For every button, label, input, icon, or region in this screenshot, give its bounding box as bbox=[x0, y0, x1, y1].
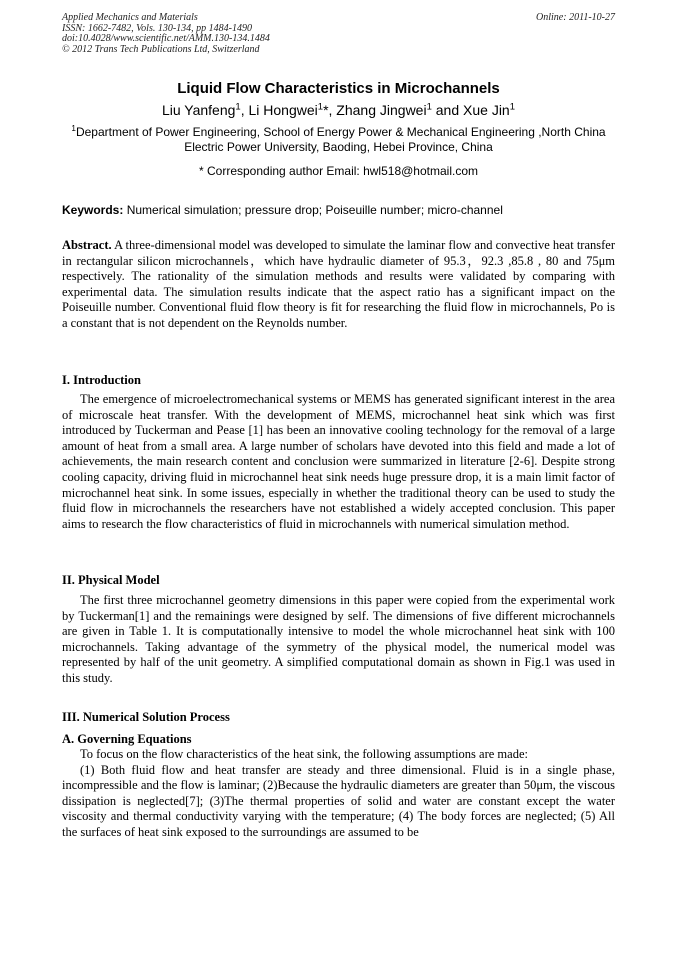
author-affil-mark: 1 bbox=[426, 101, 432, 113]
author-affil-mark: 1 bbox=[235, 101, 241, 113]
author-affil-mark: 1 bbox=[509, 101, 516, 113]
section-body bbox=[62, 747, 615, 841]
affiliation bbox=[62, 125, 615, 155]
author-affil-mark: 1 bbox=[317, 101, 324, 113]
paragraph: (1) Both fluid flow and heat transfer are steady and three dimensional. Fluid is in a single phase, incompressible and the flow is laminar; (2)Because the hydraulic diameters are greater than 50μm, the viscous dissipation is neglected[7]; (3)The thermal properties of solid and water are constant except the water viscosity and thermal conductivity varying with the temperature; (4) The body forces are neglected; (5) All the surfaces of heat sink exposed to the surroundings are assumed to be bbox=[62, 762, 615, 839]
journal-name: Applied Mechanics and Materials bbox=[62, 12, 198, 23]
paragraph: The first three microchannel geometry dimensions in this paper were copied from the experimental work by Tuckerman[1] and the remainings were designed by self. The dimensions of five different microchannels are given in Table 1. It is computationally intensive to model the whole microchannel heat sink with 100 microchannels. Taking advantage of the symmetry of the physical model, the numerical model was represented by half of the unit geometry. A simplified computational domain as shown in Fig.1 was used in this study. bbox=[62, 593, 615, 685]
author-separator: , bbox=[328, 102, 337, 118]
paper-title: Liquid Flow Characteristics in Microchannels bbox=[177, 80, 500, 97]
author-name: Xue Jin bbox=[463, 102, 510, 118]
issn-line: ISSN: 1662-7482, Vols. 130-134, pp 1484-1490 bbox=[62, 22, 252, 34]
corresponding-mark: * bbox=[323, 102, 329, 118]
doi-line: doi:10.4028/www.scientific.net/AMM.130-134.1484 bbox=[62, 33, 270, 44]
keywords-label: Keywords: bbox=[62, 203, 124, 217]
abstract-text: A three-dimensional model was developed to simulate the laminar flow and convective heat transfer in rectangular silicon microchannels，which have hydraulic diameter of 95.3，92.3 ,85.8 , 80 and 75μm respectively. The rationality of the simulation methods and results were validated by comparing with experimental data. The simulation results indicate that the aspect ratio has a significant impact on the Poiseuille number. Conventional fluid flow theory is fit for researching the fluid flow in microchannels, Po is a constant that is not dependent on the Reynolds number. bbox=[62, 238, 615, 330]
publication-header bbox=[62, 13, 615, 55]
abstract bbox=[62, 238, 615, 332]
copyright-line: © 2012 Trans Tech Publications Ltd, Switzerland bbox=[62, 43, 260, 55]
author-list bbox=[62, 100, 615, 120]
section-body bbox=[62, 593, 615, 687]
author-name: Liu Yanfeng bbox=[161, 102, 236, 118]
author-separator: and bbox=[431, 102, 464, 118]
section-heading: III. Numerical Solution Process bbox=[62, 710, 230, 724]
section-heading: I. Introduction bbox=[62, 373, 141, 387]
author-name: Li Hongwei bbox=[248, 102, 318, 118]
title-block bbox=[62, 80, 615, 179]
affiliation-text: Department of Power Engineering, School of Energy Power & Mechanical Engineering ,North China Electric Power University, Baoding, Hebei Province, China bbox=[75, 125, 606, 154]
paragraph: To focus on the flow characteristics of the heat sink, the following assumptions are made: bbox=[80, 747, 528, 761]
affiliation-mark: 1 bbox=[71, 124, 76, 133]
author-name: Zhang Jingwei bbox=[336, 102, 427, 118]
section-heading: II. Physical Model bbox=[62, 573, 160, 587]
paragraph: The emergence of microelectromechanical systems or MEMS has generated significant interest in the area of microscale heat transfer. With the development of MEMS, microchannel heat sink which was first introduced by Tuckerman and Pease [1] has been an innovative cooling technology for the removal of a large amount of heat from a small area. A large number of scholars have devoted into this field and made a lot of achievements, the main research content and conclusion were summarized in literature [2-6]. Despite strong cooling capacity, driving fluid in microchannel heat sink needs huge pressure drop, it is a main limit factor of microchannel heat sink. In some issues, especially in whether the traditional theory can be used to study the fluid flow in microchannels the researchers have not established a widely accepted conclusion. This paper aims to research the flow characteristics of fluid in microchannels with numerical simulation method. bbox=[62, 392, 615, 531]
section-body bbox=[62, 392, 615, 532]
subsection-heading: A. Governing Equations bbox=[62, 732, 192, 746]
keywords bbox=[62, 203, 615, 218]
keywords-text: Numerical simulation; pressure drop; Poiseuille number; micro-channel bbox=[123, 203, 503, 217]
abstract-label: Abstract. bbox=[62, 238, 112, 252]
corresponding-author: * Corresponding author Email: hwl518@hotmail.com bbox=[199, 164, 478, 178]
author-separator: , bbox=[240, 102, 249, 118]
online-date: Online: 2011-10-27 bbox=[536, 12, 615, 23]
